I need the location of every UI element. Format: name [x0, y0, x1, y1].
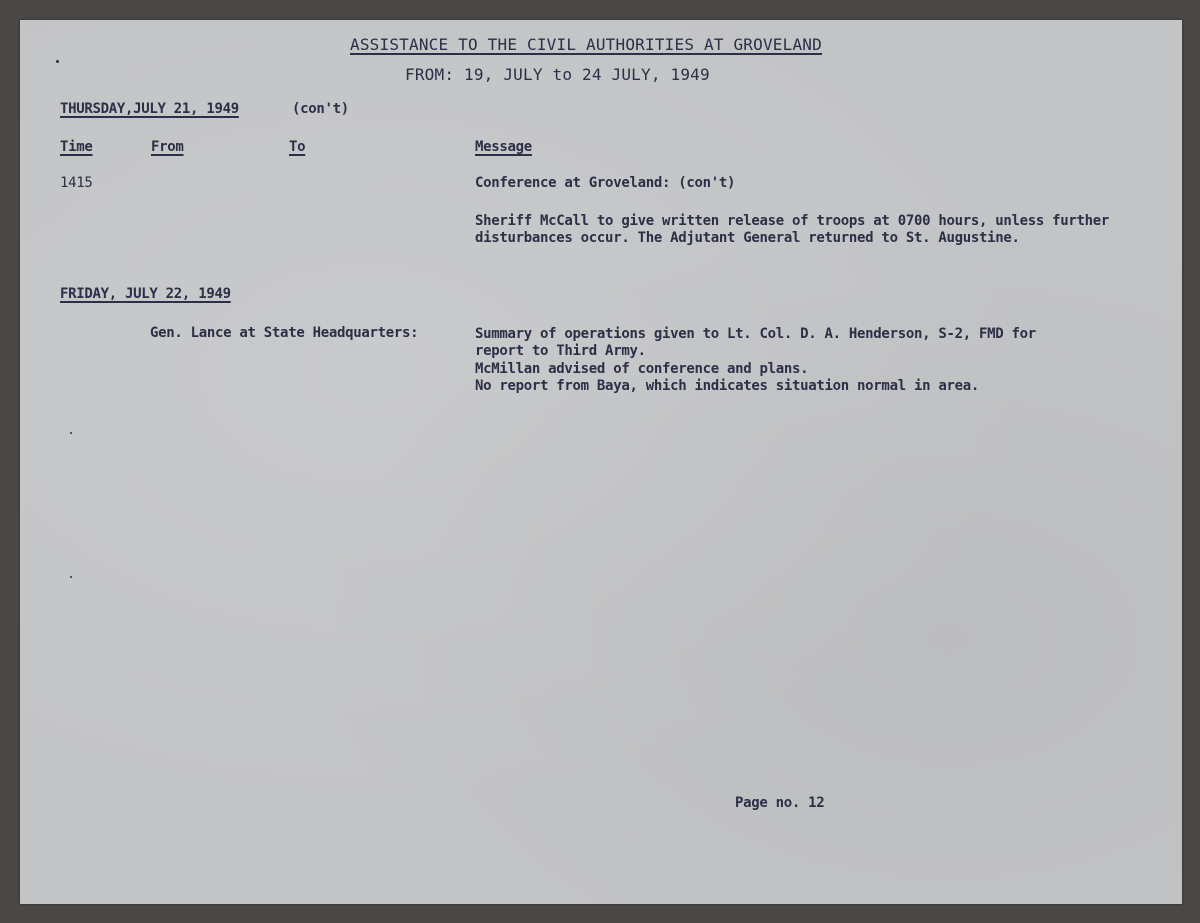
paper-speck [70, 576, 72, 578]
continued-note: (con't) [292, 101, 349, 117]
document-page [20, 20, 1182, 904]
column-header-message: Message [475, 139, 532, 155]
column-header-time: Time [60, 139, 93, 155]
entry-from: Gen. Lance at State Headquarters: [150, 325, 419, 341]
paper-speck [56, 60, 59, 63]
entry-message-body: Sheriff McCall to give written release of troops at 0700 hours, unless further disturbances occur. The Adjutant General returned to St. Augustine. [475, 213, 1110, 246]
entry-message-title: Conference at Groveland: (con't) [475, 175, 736, 191]
section-date-friday: FRIDAY, JULY 22, 1949 [60, 286, 231, 302]
entry-message-line: No report from Baya, which indicates situation normal in area. [475, 378, 979, 394]
column-header-to: To [289, 139, 306, 155]
date-range-subtitle: FROM: 19, JULY to 24 JULY, 1949 [405, 65, 710, 84]
entry-time: 1415 [60, 175, 93, 191]
page-number: Page no. 12 [735, 795, 825, 811]
document-title: ASSISTANCE TO THE CIVIL AUTHORITIES AT GROVELAND [350, 35, 822, 54]
entry-message-line: report to Third Army. [475, 343, 646, 359]
paper-speck [70, 432, 72, 434]
section-date-thursday: THURSDAY,JULY 21, 1949 [60, 101, 239, 117]
entry-message-line: Summary of operations given to Lt. Col. D. A. Henderson, S-2, FMD for [475, 326, 1036, 342]
entry-message-line: McMillan advised of conference and plans. [475, 361, 809, 377]
column-header-from: From [151, 139, 184, 155]
